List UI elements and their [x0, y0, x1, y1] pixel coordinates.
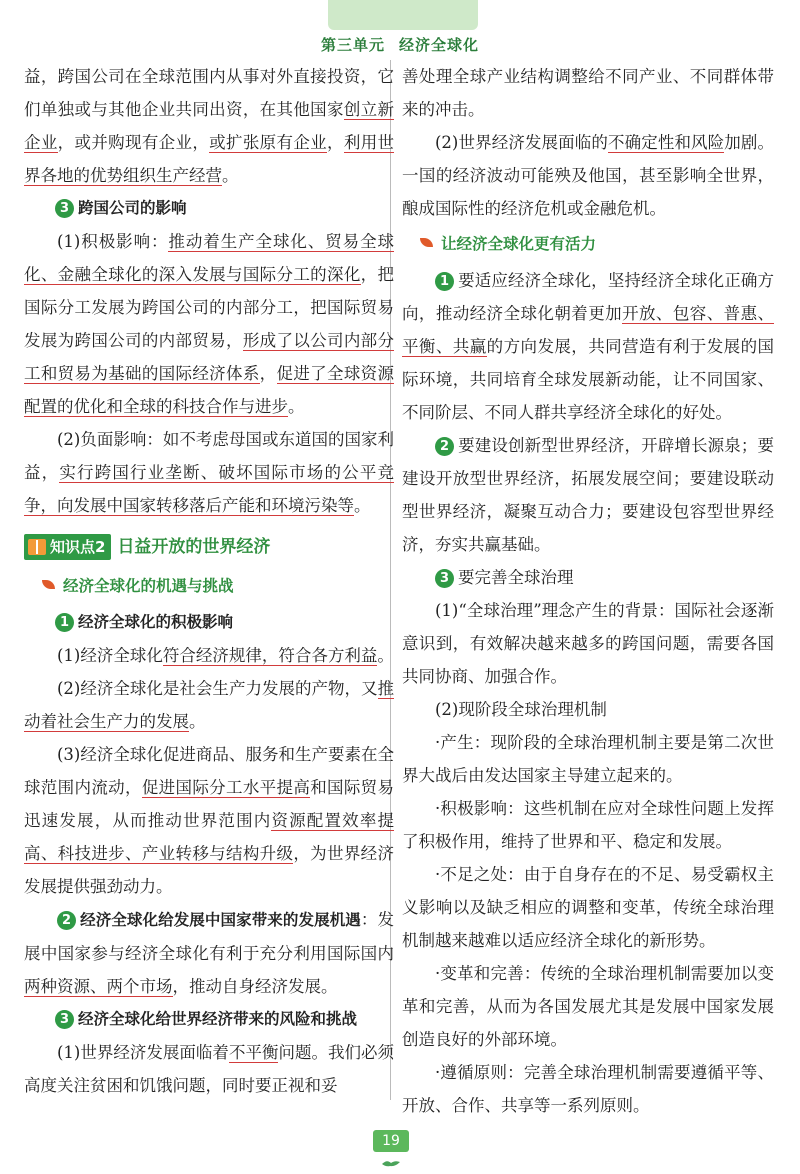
bullet-item: ·产生：现阶段的全球治理机制主要是第二次世界大战后由发达国家主导建立起来的。: [402, 733, 774, 785]
text: (1)经济全球化: [57, 646, 163, 665]
bullet-item: ·不足之处：由于自身存在的不足、易受霸权主义影响以及缺乏相应的调整和变革，传统全球治理机制越来越难以适应经济全球化的新形势。: [402, 865, 774, 950]
text: ，: [327, 133, 344, 152]
paragraph: [24, 738, 394, 903]
section-heading-text: 经济全球化的机遇与挑战: [63, 577, 234, 595]
underlined-text: 实行跨国行业垄断、破坏国际市场的公平竞争，向发展中国家转移落后产能和环境污染等: [24, 463, 395, 515]
paragraph: (2)现阶段全球治理机制: [435, 700, 607, 719]
page-number: 19: [373, 1130, 409, 1152]
number-badge: 1: [55, 613, 74, 632]
text: 加剧。一国的经济波动可能殃及他国，甚至影响全世界，酿成国际性的经济危机或金融危机。: [402, 133, 775, 218]
bullet-item: ·遵循原则：完善全球治理机制需要遵循平等、开放、合作、共享等一系列原则。: [402, 1063, 774, 1115]
bird-icon: [381, 1158, 401, 1168]
knowledge-point-title: 日益开放的世界经济: [117, 536, 271, 557]
text: ，把国际分工发展为跨国公司的内部分工，把国际贸易发展为跨国公司的内部贸易，: [24, 265, 395, 350]
text: ，为世界经济发展提供强劲动力。: [24, 844, 395, 896]
subheading-text: 经济全球化给发展中国家带来的发展机遇: [80, 911, 361, 929]
underlined-text: 不平衡: [228, 1043, 279, 1062]
text: 。: [377, 646, 394, 665]
text: 问题。我们必须高度关注贫困和饥饿问题，同时要正视和妥: [24, 1043, 395, 1095]
header-decoration: [328, 0, 478, 30]
tag-text: 知识点2: [50, 538, 106, 556]
text: (3)经济全球化促进商品、服务和生产要素在全球范围内流动，: [24, 745, 394, 797]
paragraph: (1)“全球治理”理念产生的背景：国际社会逐渐意识到，有效解决越来越多的跨国问题，需要各国共同协商、加强合作。: [402, 601, 774, 686]
paragraph: [24, 672, 394, 738]
underlined-text: 符合经济规律，符合各方利益: [162, 646, 378, 665]
underlined-text: 或扩张原有企业: [209, 133, 328, 152]
number-badge: 1: [435, 272, 454, 291]
text: 。: [189, 712, 206, 731]
text: ，推动自身经济发展。: [172, 977, 338, 996]
text: ，: [259, 364, 277, 383]
section-heading-text: 让经济全球化更有活力: [441, 235, 597, 253]
text: (2)世界经济发展面临的: [435, 133, 608, 152]
underlined-text: 推动着社会生产力的发展: [24, 679, 394, 731]
text: ，或并购现有企业，: [57, 133, 210, 152]
underlined-text: 促进国际分工水平提高: [141, 778, 311, 797]
right-column: [402, 60, 774, 1122]
text: 要适应经济全球化，坚持经济全球化正确方向，推动经济全球化朝着更加: [402, 271, 774, 323]
paragraph: [402, 264, 774, 429]
underlined-text: 促进了全球资源配置的优化和全球的科技合作与进步: [24, 364, 395, 416]
underlined-text: 利用世界各地的优势组织生产经营: [24, 133, 395, 185]
subheading-text: 跨国公司的影响: [78, 199, 187, 217]
book-icon: [28, 539, 46, 555]
underlined-text: 创立新企业: [24, 100, 395, 152]
text: 。: [288, 397, 305, 416]
number-badge: 3: [55, 1010, 74, 1029]
leaf-icon: [42, 580, 55, 589]
knowledge-point-heading: [24, 532, 394, 562]
knowledge-point-tag: [24, 534, 111, 560]
underlined-text: 推动着生产全球化、贸易全球化、金融全球化的深入发展与国际分工的深化: [24, 232, 395, 284]
number-badge: 2: [435, 437, 454, 456]
paragraph: [402, 561, 774, 594]
paragraph: [24, 60, 394, 192]
text: (1)积极影响：: [57, 232, 169, 251]
paragraph: 善处理全球产业结构调整给不同产业、不同群体带来的冲击。: [402, 67, 774, 119]
text: 的方向发展，共同营造有利于发展的国际环境，共同培育全球发展新动能，让不同国家、不同阶层、不同人群共享经济全球化的好处。: [402, 337, 775, 422]
text: 要完善全球治理: [458, 568, 574, 587]
subheading-text: 经济全球化的积极影响: [78, 613, 234, 631]
underlined-text: 开放、包容、普惠、平衡、共赢: [402, 304, 775, 356]
subheading: [24, 1003, 394, 1036]
paragraph: [402, 126, 774, 225]
text: (2)经济全球化是社会生产力发展的产物，又: [57, 679, 378, 698]
subheading: [24, 192, 394, 225]
text: (2)负面影响：如不考虑母国或东道国的国家利益，: [24, 430, 394, 482]
leaf-icon: [420, 238, 433, 247]
paragraph: [24, 639, 394, 672]
text: 要建设创新型世界经济，开辟增长源泉；要建设开放型世界经济，拓展发展空间；要建设联动型世界经济，凝聚互动合力；要建设包容型世界经济，夯实共赢基础。: [402, 436, 774, 554]
text: ：发展中国家参与经济全球化有利于充分利用国际国内: [24, 910, 394, 963]
subheading-text: 经济全球化给世界经济带来的风险和挑战: [78, 1010, 358, 1028]
underlined-text: 两种资源、两个市场: [24, 977, 173, 996]
inline-subheading: [57, 911, 361, 929]
text: 。: [354, 496, 371, 515]
underlined-text: 不确定性和风险: [608, 133, 725, 152]
section-heading: [24, 570, 394, 603]
paragraph: [24, 423, 394, 522]
left-column: [24, 60, 394, 1102]
text: (1)世界经济发展面临着: [57, 1043, 229, 1062]
text: 和国际贸易迅速发展，从而推动世界范围内: [24, 778, 395, 830]
section-heading: [402, 228, 774, 261]
number-badge: 3: [435, 569, 454, 588]
paragraph: [24, 225, 394, 423]
underlined-text: 形成了以公司内部分工和贸易为基础的国际经济体系: [24, 331, 395, 383]
number-badge: 2: [57, 911, 76, 930]
number-badge: 3: [55, 199, 74, 218]
header-unit: 第三单元: [320, 36, 385, 54]
bullet-item: ·积极影响：这些机制在应对全球性问题上发挥了积极作用，维持了世界和平、稳定和发展。: [402, 799, 774, 851]
paragraph: [24, 1036, 394, 1102]
text: 。: [222, 166, 239, 185]
paragraph: [402, 429, 774, 561]
header-title: 经济全球化: [399, 36, 480, 54]
underlined-text: 资源配置效率提高、科技进步、产业转移与结构升级: [24, 811, 395, 863]
paragraph: [24, 903, 394, 1003]
subheading: [24, 606, 394, 639]
text: 益，跨国公司在全球范围内从事对外直接投资，它们单独或与其他企业共同出资，在其他国家: [24, 67, 394, 119]
running-header: [300, 34, 500, 55]
bullet-item: ·变革和完善：传统的全球治理机制需要加以变革和完善，从而为各国发展尤其是发展中国家发展创造良好的外部环境。: [402, 964, 774, 1049]
